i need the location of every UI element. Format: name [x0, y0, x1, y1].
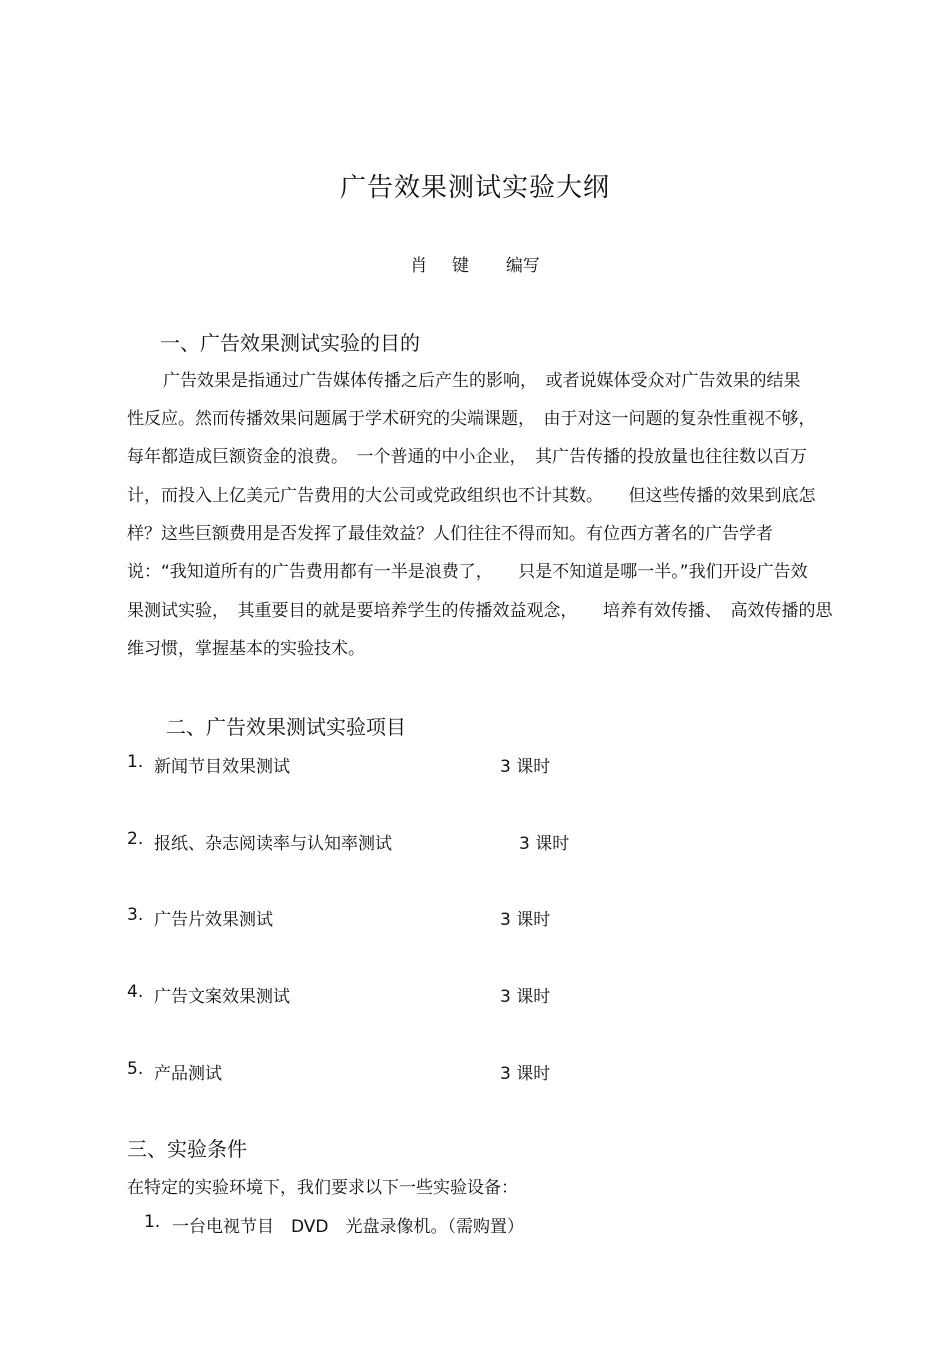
section1-line: 广告效果是指通过广告媒体传播之后产生的影响， 或者说媒体受众对广告效果的结果	[163, 371, 801, 391]
list-item-number: 2.	[127, 829, 144, 849]
section1-line: 样？这些巨额费用是否发挥了最佳效益？人们往往不得而知。有位西方著名的广告学者	[127, 524, 773, 544]
list-item-number: 1.	[144, 1212, 161, 1232]
list-item-name: 报纸、杂志阅读率与认知率测试	[154, 834, 392, 854]
list-item-hours: 3 课时	[519, 834, 570, 854]
section3-intro: 在特定的实验环境下，我们要求以下一些实验设备：	[127, 1178, 518, 1198]
author-name-2: 键	[452, 256, 469, 276]
list-item-name: 产品测试	[154, 1064, 222, 1084]
list-item-hours: 3 课时	[500, 987, 551, 1007]
section3-heading: 三、实验条件	[127, 1137, 247, 1161]
section1-line: 果测试实验， 其重要目的就是要培养学生的传播效益观念， 培养有效传播、 高效传播的思	[127, 601, 833, 621]
list-item-hours: 3 课时	[500, 757, 551, 777]
list-item-name: 广告文案效果测试	[154, 987, 290, 1007]
document-title: 广告效果测试实验大纲	[339, 173, 610, 203]
section1-heading: 一、广告效果测试实验的目的	[160, 331, 420, 355]
author-name-1: 肖	[410, 256, 428, 276]
list-item-name: 广告片效果测试	[154, 910, 273, 930]
list-item-number: 1.	[127, 752, 144, 772]
section1-line: 说：“我知道所有的广告费用都有一半是浪费了， 只是不知道是哪一半。”我们开设广告效	[127, 562, 808, 582]
author-role: 编写	[505, 256, 540, 276]
section1-line: 维习惯，掌握基本的实验技术。	[127, 639, 365, 659]
list-item-name: 新闻节目效果测试	[154, 757, 290, 777]
section1-line: 计，而投入上亿美元广告费用的大公司或党政组织也不计其数。 但这些传播的效果到底怎	[127, 486, 816, 506]
list-item-number: 3.	[127, 905, 144, 925]
section2-heading: 二、广告效果测试实验项目	[166, 715, 406, 739]
list-item-number: 5.	[127, 1059, 144, 1079]
section1-line: 每年都造成巨额资金的浪费。 一个普通的中小企业， 其广告传播的投放量也往往数以百万	[127, 447, 807, 467]
list-item-text: 一台电视节目 DVD 光盘录像机。（需购置）	[172, 1217, 525, 1237]
section1-line: 性反应。然而传播效果问题属于学术研究的尖端课题， 由于对这一问题的复杂性重视不够，	[127, 409, 816, 429]
list-item-hours: 3 课时	[500, 910, 551, 930]
list-item-hours: 3 课时	[500, 1064, 551, 1084]
author-line	[0, 251, 950, 276]
list-item-number: 4.	[127, 982, 144, 1002]
